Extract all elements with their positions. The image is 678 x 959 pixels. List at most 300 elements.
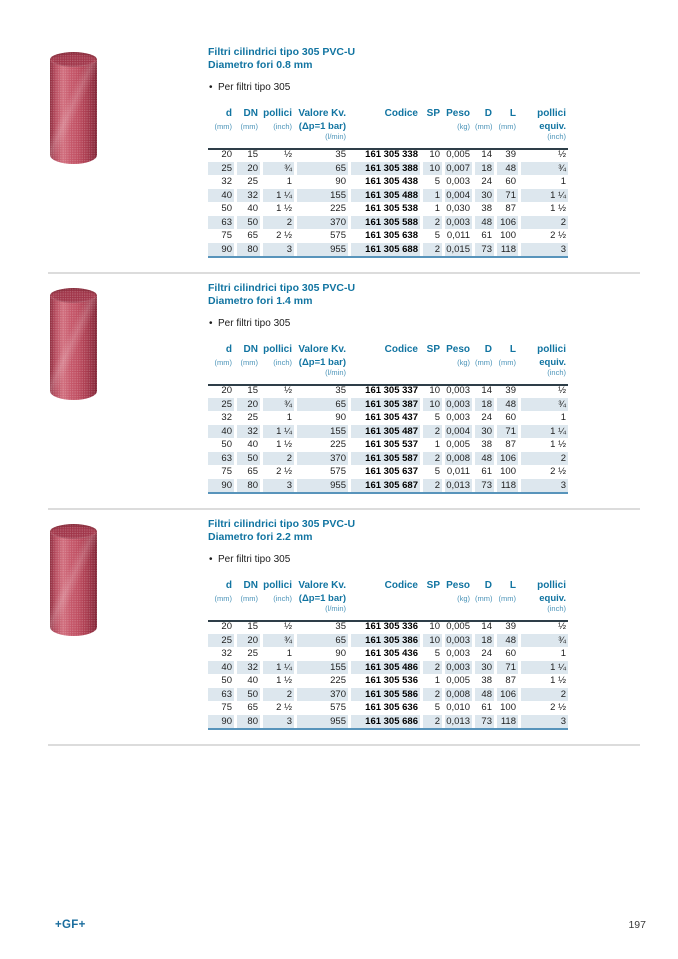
column-header-line: (l/min)	[325, 368, 346, 377]
column-header	[208, 107, 234, 148]
column-header	[442, 107, 472, 148]
table-cell: 370	[294, 688, 348, 702]
table-row	[208, 148, 568, 162]
table-cell: 10	[420, 634, 442, 648]
column-header	[294, 343, 348, 384]
table-cell: 2	[420, 452, 442, 466]
column-header	[348, 107, 420, 148]
table-cell: 48	[472, 452, 494, 466]
table-cell: 5	[420, 701, 442, 715]
filter-mesh-body	[50, 531, 97, 636]
column-header-line: (mm)	[475, 122, 493, 131]
table-cell: 40	[208, 425, 234, 439]
table-row	[208, 701, 568, 715]
column-header	[494, 579, 518, 620]
section-divider	[48, 508, 640, 510]
table-cell: 575	[294, 465, 348, 479]
table-cell: ½	[518, 384, 568, 398]
bullet-icon: •	[209, 82, 213, 93]
table-cell: 87	[494, 438, 518, 452]
table-cell: 65	[234, 229, 260, 243]
column-header	[260, 579, 294, 620]
table-cell: 118	[494, 243, 518, 257]
column-header-line	[237, 368, 258, 378]
column-header-line	[351, 368, 418, 378]
column-header-line	[263, 604, 292, 614]
column-header-line	[475, 368, 492, 378]
column-header-line: (Δp=1 bar)	[298, 121, 346, 132]
table-cell: 2	[420, 688, 442, 702]
table-cell: 1	[420, 189, 442, 203]
table-cell: 18	[472, 398, 494, 412]
table-cell: 48	[494, 398, 518, 412]
table-cell: 15	[234, 384, 260, 398]
table-cell: 1 ¼	[260, 425, 294, 439]
column-header-line: (inch)	[547, 132, 566, 141]
column-header	[420, 343, 442, 384]
table-cell: 161 305 487	[348, 425, 420, 439]
table-cell: 2 ½	[260, 701, 294, 715]
table-cell: 14	[472, 620, 494, 634]
column-header-line	[423, 132, 440, 142]
column-header	[518, 579, 568, 620]
gf-logo: +GF+	[55, 919, 86, 931]
table-cell: 60	[494, 647, 518, 661]
column-header-line: equiv.	[539, 593, 566, 604]
column-header-line: (mm)	[214, 122, 232, 131]
table-cell: ¾	[518, 634, 568, 648]
table-cell: 161 305 486	[348, 661, 420, 675]
table-cell: 0,013	[442, 479, 472, 493]
table-row	[208, 175, 568, 189]
table-cell: 10	[420, 162, 442, 176]
table-cell: 61	[472, 465, 494, 479]
table-row	[208, 425, 568, 439]
table-cell: ½	[260, 384, 294, 398]
table-cell: 1 ½	[518, 438, 568, 452]
table-cell: 5	[420, 229, 442, 243]
table-cell: 48	[494, 634, 518, 648]
table-row	[208, 674, 568, 688]
table-bottom-rule	[208, 256, 568, 258]
table-cell: 0,003	[442, 398, 472, 412]
table-cell: 3	[260, 243, 294, 257]
table-cell: 25	[208, 398, 234, 412]
table-cell: 955	[294, 715, 348, 729]
table-cell: 5	[420, 647, 442, 661]
table-cell: 1 ¼	[518, 425, 568, 439]
table-cell: 18	[472, 162, 494, 176]
table-cell: 0,003	[442, 634, 472, 648]
table-cell: 118	[494, 479, 518, 493]
table-row	[208, 384, 568, 398]
table-cell: 20	[234, 162, 260, 176]
table-cell: ½	[260, 148, 294, 162]
column-header-line	[497, 368, 516, 378]
column-header	[208, 579, 234, 620]
table-cell: 161 305 338	[348, 148, 420, 162]
table-cell: 61	[472, 229, 494, 243]
table-cell: 161 305 336	[348, 620, 420, 634]
table-cell: 3	[260, 479, 294, 493]
section-divider	[48, 272, 640, 274]
column-header-line: Codice	[384, 108, 418, 119]
column-header-line: (mm)	[214, 594, 232, 603]
column-header-line	[475, 132, 492, 142]
table-row	[208, 243, 568, 257]
table-cell: 32	[234, 661, 260, 675]
table-cell: 24	[472, 411, 494, 425]
section-title	[208, 282, 355, 308]
spec-table	[208, 107, 568, 256]
filter-top-opening	[50, 52, 97, 67]
table-cell: ¾	[518, 162, 568, 176]
table-cell: 71	[494, 661, 518, 675]
table-cell: ½	[518, 620, 568, 634]
table-cell: 2	[518, 452, 568, 466]
table-cell: 1	[420, 674, 442, 688]
column-header-line: (inch)	[273, 122, 292, 131]
bullet-icon: •	[209, 554, 213, 565]
column-header-line	[351, 357, 418, 368]
table-cell: 1 ½	[518, 202, 568, 216]
table-cell: 1	[518, 411, 568, 425]
table-cell: 0,005	[442, 148, 472, 162]
table-cell: 40	[234, 202, 260, 216]
table-cell: 25	[208, 162, 234, 176]
table-header-rule	[208, 384, 568, 386]
column-header-line: (Δp=1 bar)	[298, 357, 346, 368]
table-cell: 25	[234, 411, 260, 425]
column-header-line: Valore Kv.	[298, 108, 346, 119]
table-cell: 73	[472, 479, 494, 493]
table-cell: 65	[294, 398, 348, 412]
table-cell: 38	[472, 202, 494, 216]
table-cell: 955	[294, 243, 348, 257]
table-cell: 1 ½	[260, 674, 294, 688]
column-header	[294, 579, 348, 620]
column-header-line: pollici	[263, 580, 292, 591]
column-header-line	[351, 593, 418, 604]
table-row	[208, 189, 568, 203]
column-header-line: (kg)	[457, 358, 470, 367]
column-header-line: Peso	[446, 108, 470, 119]
table-cell: 2	[420, 661, 442, 675]
table-cell: 1	[260, 411, 294, 425]
table-cell: 2	[420, 243, 442, 257]
table-cell: 370	[294, 452, 348, 466]
column-header	[260, 343, 294, 384]
filter-product-image	[50, 288, 97, 400]
column-header-line: d	[225, 580, 232, 591]
table-cell: 225	[294, 438, 348, 452]
column-header-line: (mm)	[498, 358, 516, 367]
table-cell: 39	[494, 620, 518, 634]
table-cell: 575	[294, 701, 348, 715]
table-cell: 48	[472, 688, 494, 702]
column-header-line: pollici	[537, 344, 566, 355]
table-cell: 1 ¼	[518, 189, 568, 203]
table-cell: 90	[208, 243, 234, 257]
table-cell: 0,003	[442, 647, 472, 661]
table-cell: 87	[494, 674, 518, 688]
table-cell: 100	[494, 465, 518, 479]
bullet-text: Per filtri tipo 305	[218, 82, 291, 93]
column-header-line: SP	[426, 108, 440, 119]
table-cell: 2	[260, 216, 294, 230]
table-cell: 30	[472, 189, 494, 203]
table-cell: 0,030	[442, 202, 472, 216]
column-header	[442, 579, 472, 620]
table-cell: 65	[234, 465, 260, 479]
table-cell: 38	[472, 438, 494, 452]
table-cell: 10	[420, 148, 442, 162]
table-cell: 106	[494, 688, 518, 702]
table-cell: ½	[260, 620, 294, 634]
table-cell: 161 305 587	[348, 452, 420, 466]
table-cell: 575	[294, 229, 348, 243]
table-cell: 161 305 387	[348, 398, 420, 412]
table-cell: 50	[234, 452, 260, 466]
table-cell: 32	[221, 648, 232, 659]
table-cell: 3	[260, 715, 294, 729]
table-cell: 100	[494, 701, 518, 715]
table-cell: 90	[294, 411, 348, 425]
table-cell: 50	[221, 203, 232, 214]
table-cell: 0,004	[442, 425, 472, 439]
column-header	[234, 579, 260, 620]
table-cell: 50	[221, 675, 232, 686]
table-cell: 75	[221, 702, 232, 713]
table-row	[208, 715, 568, 729]
table-cell: 0,008	[442, 688, 472, 702]
table-cell: 1 ¼	[518, 661, 568, 675]
column-header	[518, 343, 568, 384]
column-header-line: DN	[243, 580, 258, 591]
column-header-line	[497, 132, 516, 142]
table-cell: 25	[234, 175, 260, 189]
column-header-line: D	[484, 580, 492, 591]
table-row	[208, 688, 568, 702]
table-cell: ¾	[260, 162, 294, 176]
column-header-line	[237, 604, 258, 614]
bullet-item	[209, 318, 290, 329]
column-header	[420, 107, 442, 148]
column-header-line: (Δp=1 bar)	[298, 593, 346, 604]
column-header-line	[423, 593, 440, 604]
table-cell: 1	[518, 175, 568, 189]
table-cell: 106	[494, 452, 518, 466]
table-cell: 32	[234, 189, 260, 203]
table-cell: 65	[294, 634, 348, 648]
section-title-line2: Diametro fori 1.4 mm	[208, 295, 313, 307]
column-header-line: (inch)	[547, 368, 566, 377]
table-cell: 0,004	[442, 189, 472, 203]
column-header-line: Valore Kv.	[298, 344, 346, 355]
column-header-line: (inch)	[273, 594, 292, 603]
table-cell: 161 305 488	[348, 189, 420, 203]
table-cell: 106	[494, 216, 518, 230]
table-cell: 63	[208, 688, 234, 702]
table-cell: 0,005	[442, 620, 472, 634]
table-cell: 161 305 637	[348, 465, 420, 479]
table-row	[208, 620, 568, 634]
column-header	[348, 579, 420, 620]
column-header-line: pollici	[537, 580, 566, 591]
table-row	[208, 202, 568, 216]
table-cell: 161 305 438	[348, 175, 420, 189]
table-row	[208, 229, 568, 243]
table-cell: 63	[208, 452, 234, 466]
table-cell: 1 ¼	[260, 661, 294, 675]
table-cell: 25	[208, 634, 234, 648]
table-cell: 35	[294, 620, 348, 634]
table-cell: 0,003	[442, 411, 472, 425]
table-cell: 0,010	[442, 701, 472, 715]
table-cell: 161 305 538	[348, 202, 420, 216]
table-cell: 50	[234, 216, 260, 230]
table-cell: 40	[234, 438, 260, 452]
table-cell: 2 ½	[518, 465, 568, 479]
table-cell: 161 305 437	[348, 411, 420, 425]
table-cell: 90	[208, 715, 234, 729]
table-cell: 155	[294, 425, 348, 439]
table-cell: 90	[208, 479, 234, 493]
table-cell: 30	[472, 661, 494, 675]
column-header-line: Peso	[446, 580, 470, 591]
table-row	[208, 452, 568, 466]
catalog-section	[0, 43, 678, 279]
column-header	[494, 343, 518, 384]
table-row	[208, 661, 568, 675]
table-cell: 15	[234, 620, 260, 634]
section-title-line2: Diametro fori 2.2 mm	[208, 531, 313, 543]
table-cell: 38	[472, 674, 494, 688]
section-title-line1: Filtri cilindrici tipo 305 PVC-U	[208, 282, 356, 294]
filter-mesh-body	[50, 295, 97, 400]
column-header-line: pollici	[263, 108, 292, 119]
table-cell: 20	[221, 385, 232, 396]
column-header-line	[263, 132, 292, 142]
table-cell: 5	[420, 465, 442, 479]
table-cell: 80	[234, 715, 260, 729]
table-cell: 65	[234, 701, 260, 715]
spec-table	[208, 579, 568, 728]
table-row	[208, 216, 568, 230]
table-cell: 0,007	[442, 162, 472, 176]
table-row	[208, 162, 568, 176]
column-header-line	[351, 604, 418, 614]
column-header	[472, 343, 494, 384]
column-header-line	[445, 368, 470, 378]
column-header-line: Codice	[384, 580, 418, 591]
table-cell: 1 ¼	[260, 189, 294, 203]
column-header-line	[351, 132, 418, 142]
column-header-line: (mm)	[498, 594, 516, 603]
table-cell: 24	[472, 175, 494, 189]
column-header-line: (kg)	[457, 594, 470, 603]
column-header-line: D	[484, 344, 492, 355]
table-cell: 50	[234, 688, 260, 702]
table-cell: 0,011	[442, 229, 472, 243]
column-header-line: (mm)	[475, 594, 493, 603]
table-cell: 155	[294, 661, 348, 675]
table-cell: 60	[494, 175, 518, 189]
column-header-line	[497, 604, 516, 614]
column-header-line	[445, 132, 470, 142]
table-cell: 3	[518, 479, 568, 493]
table-cell: 32	[221, 412, 232, 423]
column-header-line: L	[509, 344, 516, 355]
column-header-line: pollici	[263, 344, 292, 355]
table-cell: 0,003	[442, 384, 472, 398]
table-cell: 1 ½	[518, 674, 568, 688]
table-cell: 0,005	[442, 438, 472, 452]
table-cell: 225	[294, 202, 348, 216]
table-cell: 14	[472, 384, 494, 398]
column-header-line	[445, 604, 470, 614]
column-header-line	[208, 132, 232, 142]
table-cell: 0,008	[442, 452, 472, 466]
table-cell: 0,003	[442, 661, 472, 675]
column-header-line: DN	[243, 344, 258, 355]
table-cell: 73	[472, 715, 494, 729]
table-cell: 39	[494, 384, 518, 398]
table-cell: 18	[472, 634, 494, 648]
table-cell: 3	[518, 243, 568, 257]
table-cell: 161 305 537	[348, 438, 420, 452]
table-cell: 0,015	[442, 243, 472, 257]
table-bottom-rule	[208, 728, 568, 730]
table-row	[208, 465, 568, 479]
table-cell: 20	[221, 149, 232, 160]
filter-mesh-body	[50, 59, 97, 164]
table-cell: 75	[221, 230, 232, 241]
column-header-line	[475, 604, 492, 614]
column-header	[234, 343, 260, 384]
column-header-line: d	[225, 344, 232, 355]
table-row	[208, 634, 568, 648]
filter-top-opening	[50, 288, 97, 303]
column-header	[420, 579, 442, 620]
table-cell: 161 305 638	[348, 229, 420, 243]
table-cell: 1	[260, 647, 294, 661]
column-header-line	[423, 121, 440, 132]
table-cell: 2	[260, 688, 294, 702]
column-header-line: pollici	[537, 108, 566, 119]
column-header-line	[208, 368, 232, 378]
table-row	[208, 411, 568, 425]
table-cell: 5	[420, 175, 442, 189]
column-header-line: D	[484, 108, 492, 119]
table-cell: ¾	[260, 634, 294, 648]
table-cell: ¾	[260, 398, 294, 412]
column-header-line: equiv.	[539, 121, 566, 132]
spec-table	[208, 343, 568, 492]
column-header-line: (l/min)	[325, 604, 346, 613]
column-header-line	[208, 604, 232, 614]
table-cell: 370	[294, 216, 348, 230]
table-cell: 2	[420, 216, 442, 230]
column-header-line: (kg)	[457, 122, 470, 131]
table-cell: 80	[234, 243, 260, 257]
table-cell: 2	[518, 216, 568, 230]
table-cell: 118	[494, 715, 518, 729]
table-cell: 3	[518, 715, 568, 729]
column-header	[442, 343, 472, 384]
table-cell: 100	[494, 229, 518, 243]
table-cell: 0,013	[442, 715, 472, 729]
